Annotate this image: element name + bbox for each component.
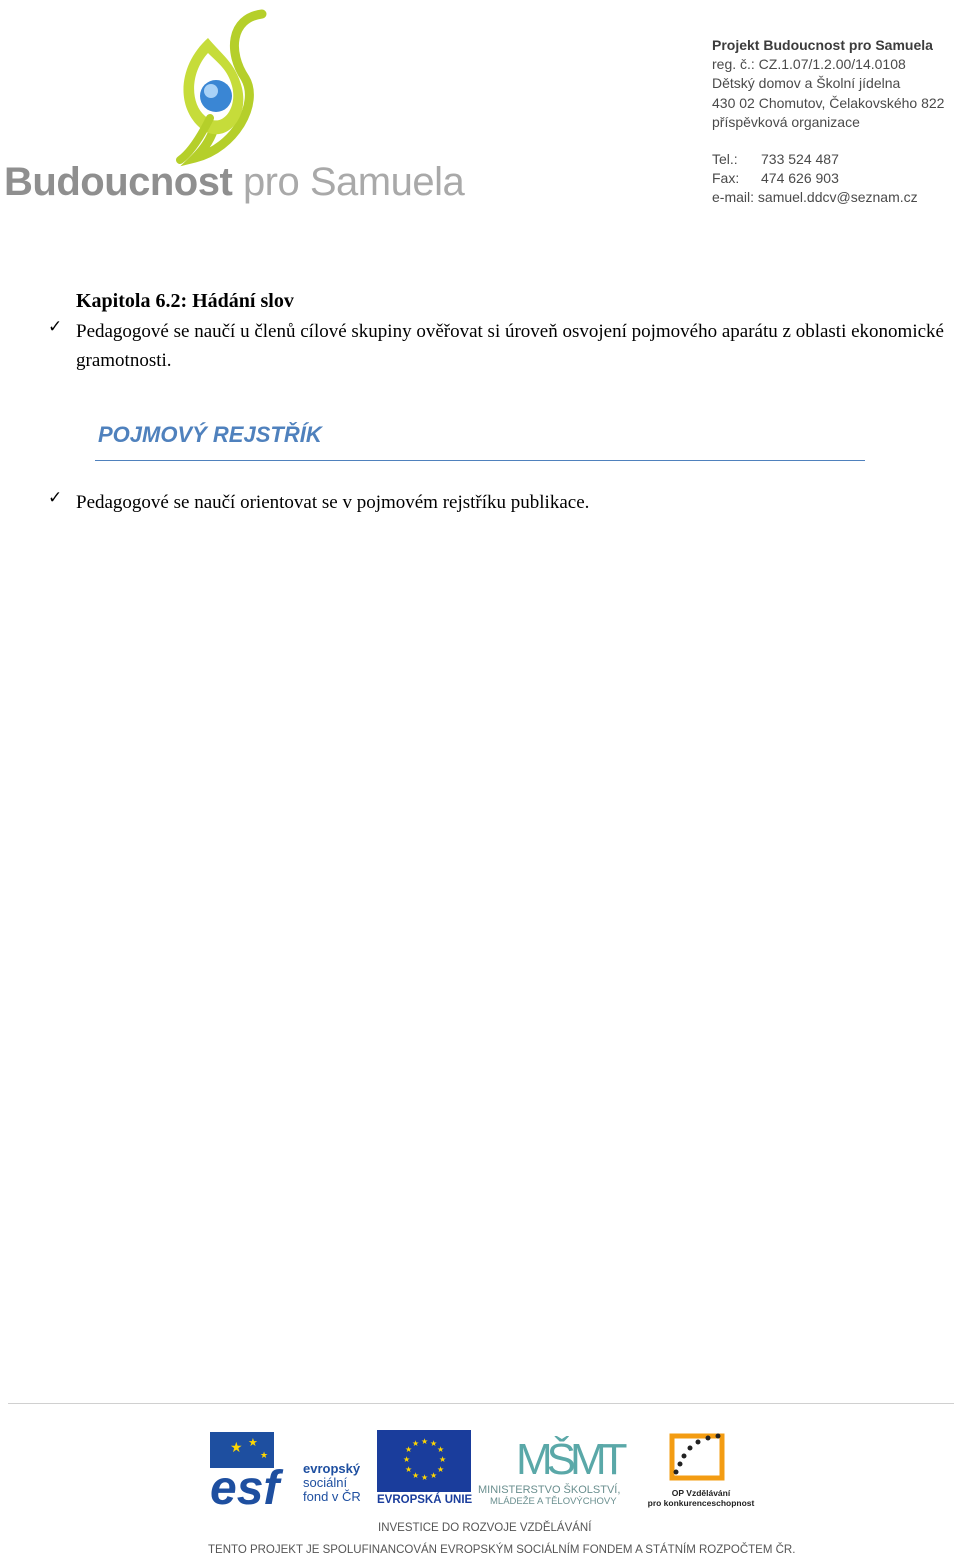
op-logo — [646, 1428, 756, 1510]
svg-text:★: ★ — [405, 1445, 413, 1454]
email-value: samuel.ddcv@seznam.cz — [757, 189, 918, 206]
registration-number: reg. č.: CZ.1.07/1.2.00/14.0108 — [712, 56, 906, 73]
section-divider — [95, 460, 865, 461]
svg-text:★: ★ — [260, 1451, 269, 1461]
chapter-heading: Kapitola 6.2: Hádání slov — [76, 290, 294, 312]
project-logo — [0, 0, 465, 220]
svg-text:★: ★ — [412, 1439, 420, 1448]
op-emblem-icon — [666, 1428, 732, 1486]
svg-text:★: ★ — [248, 1436, 258, 1449]
checkmark-icon: ✓ — [48, 488, 63, 508]
svg-text:★: ★ — [403, 1455, 411, 1464]
svg-text:★: ★ — [437, 1465, 445, 1474]
esf-line-1: evropský — [303, 1461, 361, 1476]
msmt-line-2: MLÁDEŽE A TĚLOVÝCHOVY — [490, 1496, 617, 1507]
email-label: e-mail: — [712, 189, 755, 206]
svg-text:★: ★ — [421, 1473, 429, 1482]
svg-text:★: ★ — [412, 1471, 420, 1480]
eu-logo — [377, 1430, 472, 1510]
msmt-line-1: MINISTERSTVO ŠKOLSTVÍ, — [478, 1484, 621, 1496]
bullet-text: Pedagogové se naučí u členů cílové skupiny ověřovat si úroveň osvojení pojmového aparátu z oblasti ekonomické gramotnosti. — [76, 321, 944, 371]
esf-line-3: fond v ČR — [303, 1489, 361, 1504]
op-line-2: pro konkurenceschopnost — [647, 1498, 755, 1508]
logo-brand-bold: Budoucnost — [4, 160, 233, 204]
esf-line-2: sociální — [303, 1475, 348, 1490]
svg-text:★: ★ — [439, 1455, 447, 1464]
eu-label: EVROPSKÁ UNIE — [377, 1494, 473, 1506]
project-name: Projekt Budoucnost pro Samuela — [712, 37, 933, 53]
contact-block — [712, 36, 944, 208]
checkmark-icon: ✓ — [48, 317, 63, 337]
svg-text:esf: esf — [210, 1462, 280, 1515]
op-line-1: OP Vzdělávání — [671, 1488, 731, 1498]
esf-logo — [210, 1428, 375, 1515]
organization-address: 430 02 Chomutov, Čelakovského 822 — [712, 94, 945, 111]
section-title: POJMOVÝ REJSTŘÍK — [98, 422, 322, 447]
svg-text:★: ★ — [405, 1465, 413, 1474]
phone-label: Tel.: — [712, 150, 738, 167]
fax-value: 474 626 903 — [761, 170, 839, 187]
esf-label — [303, 1462, 361, 1504]
svg-text:★: ★ — [421, 1437, 429, 1446]
footer-divider — [8, 1403, 954, 1404]
email-row — [712, 188, 944, 207]
bullet-text: Pedagogové se naučí orientovat se v pojmovém rejstříku publikace. — [76, 492, 590, 513]
svg-text:★: ★ — [437, 1445, 445, 1454]
op-label — [646, 1488, 756, 1508]
svg-text:★: ★ — [230, 1440, 243, 1456]
esf-emblem-icon — [210, 1428, 305, 1515]
logo-brand-light: pro Samuela — [242, 160, 465, 204]
organization-type: příspěvková organizace — [712, 113, 860, 130]
investment-slogan: INVESTICE DO ROZVOJE VZDĚLÁVÁNÍ — [378, 1522, 592, 1534]
fax-row — [712, 169, 944, 188]
svg-text:MŠMT: MŠMT — [516, 1435, 622, 1484]
svg-text:★: ★ — [430, 1439, 438, 1448]
eu-flag-icon — [377, 1430, 471, 1492]
msmt-monogram-icon — [516, 1428, 622, 1484]
msmt-logo — [478, 1428, 638, 1510]
msmt-label — [478, 1484, 620, 1508]
phone-row — [712, 150, 944, 169]
phone-value: 733 524 487 — [761, 150, 839, 167]
fax-label: Fax: — [712, 170, 740, 187]
organization-name: Dětský domov a Školní jídelna — [712, 75, 901, 92]
logo-wordmark — [4, 160, 464, 205]
leaf-sphere-logo-icon — [150, 8, 280, 168]
svg-text:★: ★ — [430, 1471, 438, 1480]
cofinance-note: TENTO PROJEKT JE SPOLUFINANCOVÁN EVROPSKÝM SOCIÁLNÍM FONDEM A STÁTNÍM ROZPOČTEM ČR. — [208, 1544, 796, 1556]
